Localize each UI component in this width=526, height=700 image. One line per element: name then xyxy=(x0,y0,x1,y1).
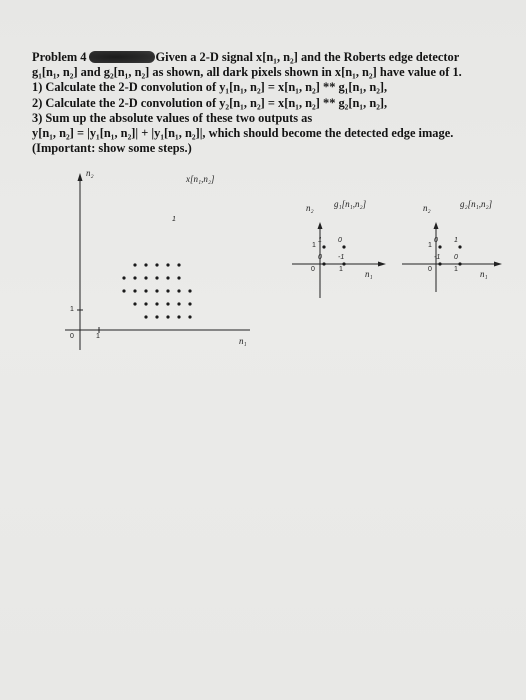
g1-sample-value: 0 xyxy=(338,237,342,244)
g2-n1-arrow xyxy=(494,262,502,267)
g2-x-one-label: 1 xyxy=(454,266,458,273)
signal-origin-label: 0 xyxy=(70,333,74,340)
g2-n2-arrow xyxy=(434,222,439,229)
g2-n1-label: n₁ xyxy=(480,269,488,279)
g2-origin-label: 0 xyxy=(428,266,432,273)
problem-heading: Problem 4 xyxy=(32,50,87,64)
g2-sample-value: -1 xyxy=(434,254,441,261)
signal-pixel-value-label: 1 xyxy=(172,216,176,223)
g1-sample-value: 0 xyxy=(318,254,322,261)
g2-samples xyxy=(438,245,461,265)
g1-sample-value: 1 xyxy=(318,237,322,244)
g1-n2-label: n₂ xyxy=(306,203,314,213)
signal-y-one-label: 1 xyxy=(70,306,74,313)
g2-plot-title: g₂[n₁,n₂] xyxy=(460,199,493,209)
problem-line-2: g₁[n₁, n₂] and g₂[n₁, n₂] as shown, all dark pixels shown in x[n₁, n₂] have value of 1. xyxy=(32,65,462,80)
g2-sample-dot xyxy=(458,245,461,248)
signal-n2-label: n₂ xyxy=(86,168,94,178)
g2-n2-label: n₂ xyxy=(423,203,431,213)
g2-sample-dot xyxy=(438,262,441,265)
problem-step-1: 1) Calculate the 2-D convolution of y₁[n₁, n₂] = x[n₁, n₂] ** g₁[n₁, n₂], xyxy=(32,80,388,95)
problem-formula: y[n₁, n₂] = |y₁[n₁, n₂]| + |y₁[n₁, n₂]|, which should become the detected edge image. xyxy=(32,126,454,141)
g2-sample-dot xyxy=(458,262,461,265)
g2-sample-value: 0 xyxy=(434,237,438,244)
g1-x-one-label: 1 xyxy=(339,266,343,273)
g2-sample-value: 0 xyxy=(454,254,458,261)
problem-step-2: 2) Calculate the 2-D convolution of y₂[n₁, n₂] = x[n₁, n₂] ** g₂[n₁, n₂], xyxy=(32,95,388,110)
g1-origin-label: 0 xyxy=(311,266,315,273)
g1-y-one-label: 1 xyxy=(312,242,316,249)
g2-y-one-label: 1 xyxy=(428,242,432,249)
problem-step-3: 3) Sum up the absolute values of these two outputs as xyxy=(32,110,313,125)
problem-intro: Given a 2-D signal x[n₁, n₂] and the Roberts edge detector xyxy=(155,50,460,64)
g1-plot-title: g₁[n₁,n₂] xyxy=(334,199,367,209)
problem-note: (Important: show some steps.) xyxy=(32,141,192,156)
signal-n1-label: n₁ xyxy=(239,336,247,346)
signal-plot-title: x[n₁,n₂] xyxy=(186,174,215,184)
g1-n1-label: n₁ xyxy=(365,269,373,279)
signal-x-one-label: 1 xyxy=(96,333,100,340)
g2-sample-dot xyxy=(438,245,441,248)
g2-sample-value: 1 xyxy=(454,237,458,244)
g1-sample-value: -1 xyxy=(338,254,345,261)
